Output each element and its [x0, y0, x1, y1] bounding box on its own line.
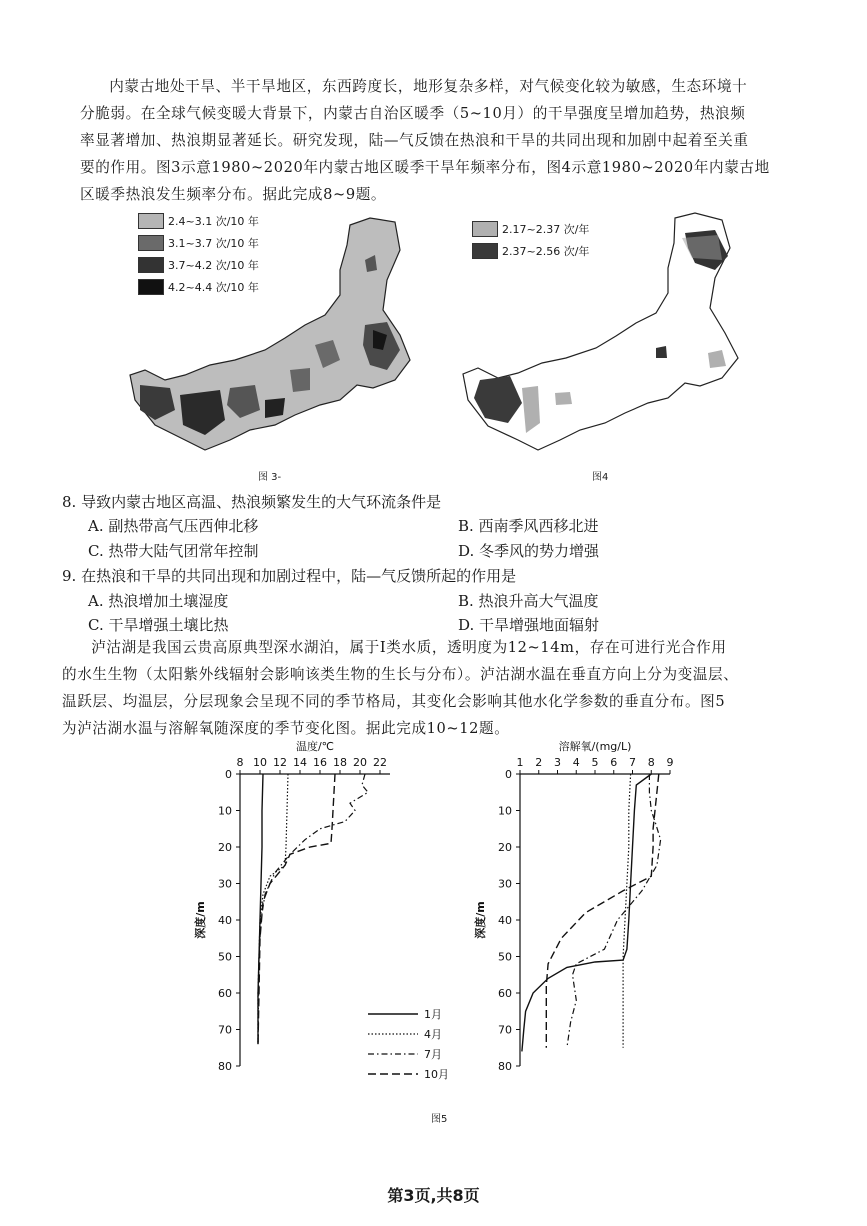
intro1-line-3: 率显著增加、热浪期显著延长。研究发现，陆—气反馈在热浪和干旱的共同出现和加剧中起着至关重	[80, 132, 749, 149]
series-line-4	[546, 774, 659, 1048]
fig5-caption: 图5	[431, 1114, 448, 1125]
q8-option-d: D. 冬季风的势力增强	[458, 542, 600, 560]
chart-title: 温度/℃	[295, 740, 335, 753]
intro2-line-3: 温跃层、均温层，分层现象会呈现不同的季节格局，其变化会影响其他水化学参数的垂直分布。图5	[62, 693, 726, 710]
y-tick-label: 30	[218, 877, 232, 891]
y-tick-label: 10	[498, 804, 512, 818]
x-tick-label: 14	[293, 756, 307, 769]
series-line-3	[258, 774, 368, 1044]
y-tick-label: 20	[498, 841, 512, 854]
question-8-stem: 8. 导致内蒙古地区高温、热浪频繁发生的大气环流条件是	[62, 493, 442, 511]
q9-option-d: D. 干旱增强地面辐射	[458, 616, 600, 634]
fig3-legend-label: 3.1~3.7 次/10 年	[168, 237, 259, 250]
legend-label: 10月	[424, 1068, 449, 1081]
fig4-legend	[472, 218, 589, 262]
x-tick-label: 3	[554, 756, 561, 769]
y-axis-label: 深度/m	[474, 901, 487, 939]
series-line-3	[567, 774, 661, 1048]
fig5-legend	[360, 1002, 470, 1088]
fig4-swatch	[472, 243, 498, 259]
y-tick-label: 0	[225, 768, 232, 781]
y-tick-label: 50	[218, 950, 232, 964]
fig3-legend-label: 4.2~4.4 次/10 年	[168, 281, 259, 294]
q8-option-b: B. 西南季风西移北进	[458, 517, 599, 535]
dissolved-oxygen-depth-chart	[470, 738, 690, 1078]
x-tick-label: 16	[313, 756, 327, 769]
intro1-line-5: 区暖季热浪发生频率分布。据此完成8~9题。	[80, 186, 387, 203]
y-tick-label: 30	[498, 877, 512, 891]
fig3-legend-label: 3.7~4.2 次/10 年	[168, 259, 259, 272]
y-tick-label: 20	[218, 841, 232, 854]
y-tick-label: 70	[218, 1023, 232, 1037]
legend-label: 7月	[424, 1048, 442, 1061]
q9-option-b: B. 热浪升高大气温度	[458, 592, 599, 610]
fig3-swatch	[138, 235, 164, 251]
intro2-line-1: 泸沽湖是我国云贵高原典型深水湖泊，属于Ⅰ类水质，透明度为12~14m，存在可进行光合作用	[91, 639, 727, 656]
intro-paragraph-2	[62, 634, 812, 742]
fig3-legend-item	[138, 210, 259, 232]
fig4-swatch	[472, 221, 498, 237]
x-tick-label: 4	[572, 756, 580, 769]
fig3-caption: 图 3-	[258, 472, 282, 483]
x-tick-label: 5	[591, 756, 599, 769]
y-tick-label: 60	[218, 987, 232, 1000]
q8-option-c: C. 热带大陆气团常年控制	[88, 542, 259, 560]
x-tick-label: 6	[610, 756, 618, 769]
x-tick-label: 22	[373, 756, 387, 769]
intro2-line-2: 的水生生物（太阳紫外线辐射会影响该类生物的生长与分布）。泸沽湖水温在垂直方向上分为变温层、	[62, 666, 739, 683]
intro1-line-2: 分脆弱。在全球气候变暖大背景下，内蒙古自治区暖季（5~10月）的干旱强度呈增加趋势，热浪频	[80, 105, 746, 122]
page-footer: 第3页,共8页	[387, 1186, 480, 1205]
x-tick-label: 10	[253, 756, 267, 769]
y-tick-label: 10	[218, 804, 232, 818]
fig3-swatch	[138, 279, 164, 295]
q9-option-a: A. 热浪增加土壤湿度	[88, 592, 229, 610]
fig4-legend-label: 2.17~2.37 次/年	[502, 223, 590, 236]
x-tick-label: 8	[647, 756, 655, 769]
q9-option-c: C. 干旱增强土壤比热	[88, 616, 229, 634]
y-tick-label: 70	[498, 1023, 512, 1037]
intro1-line-1: 内蒙古地处干旱、半干旱地区，东西跨度长，地形复杂多样，对气候变化较为敏感，生态环境十	[109, 78, 748, 95]
x-tick-label: 12	[273, 756, 287, 769]
chart-title: 溶解氧/(mg/L)	[558, 740, 632, 753]
fig3-legend-label: 2.4~3.1 次/10 年	[168, 215, 259, 228]
x-tick-label: 2	[535, 756, 543, 769]
legend-label: 1月	[424, 1008, 442, 1021]
fig3-swatch	[138, 213, 164, 229]
y-tick-label: 40	[498, 914, 512, 927]
x-tick-label: 9	[666, 756, 674, 769]
fig3-legend-item	[138, 232, 259, 254]
fig4-caption: 图4	[592, 472, 609, 483]
fig4-legend-item	[472, 240, 589, 262]
y-tick-label: 80	[218, 1060, 232, 1073]
x-tick-label: 1	[516, 756, 524, 769]
x-tick-label: 18	[333, 756, 347, 769]
fig4-legend-label: 2.37~2.56 次/年	[502, 245, 590, 258]
intro-paragraph-1	[80, 73, 810, 208]
x-tick-label: 8	[236, 756, 244, 769]
q8-option-a: A. 副热带高气压西伸北移	[88, 517, 259, 535]
fig3-legend-item	[138, 276, 259, 298]
intro1-line-4: 要的作用。图3示意1980~2020年内蒙古地区暖季干旱年频率分布，图4示意1980~2020年内蒙古地	[80, 159, 770, 176]
x-tick-label: 20	[353, 756, 367, 769]
x-tick-label: 7	[629, 756, 636, 769]
series-line-4	[258, 774, 335, 1044]
y-tick-label: 0	[505, 768, 512, 781]
fig3-legend	[138, 210, 259, 298]
fig4-legend-item	[472, 218, 589, 240]
y-tick-label: 80	[498, 1060, 512, 1073]
y-tick-label: 60	[498, 987, 512, 1000]
question-9-stem: 9. 在热浪和干旱的共同出现和加剧过程中，陆—气反馈所起的作用是	[62, 567, 517, 585]
series-line-1	[522, 774, 651, 1051]
legend-label: 4月	[424, 1028, 442, 1041]
fig3-swatch	[138, 257, 164, 273]
intro2-line-4: 为泸沽湖水温与溶解氧随深度的季节变化图。据此完成10~12题。	[62, 720, 510, 737]
fig3-legend-item	[138, 254, 259, 276]
y-axis-label: 深度/m	[194, 901, 207, 939]
y-tick-label: 40	[218, 914, 232, 927]
y-tick-label: 50	[498, 950, 512, 964]
